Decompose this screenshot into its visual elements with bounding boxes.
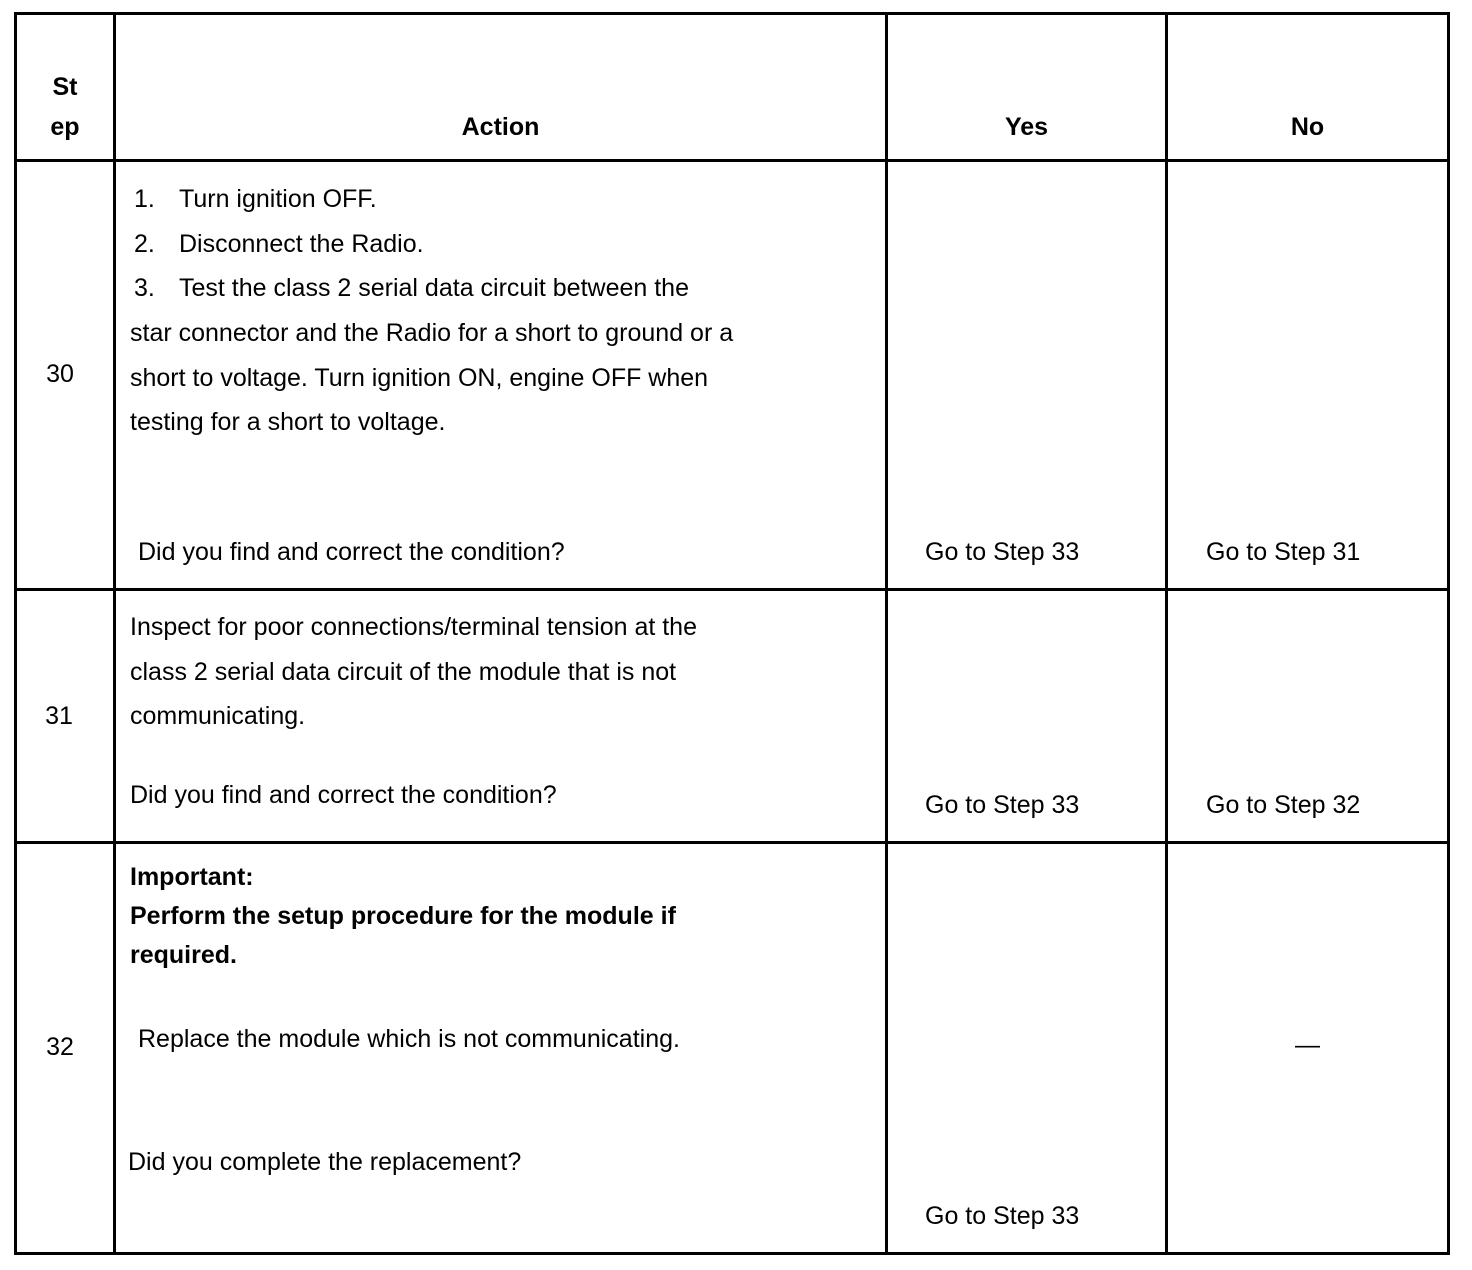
header-step: [17, 67, 113, 147]
header-no: No: [1290, 113, 1325, 141]
table-border-right: [1447, 12, 1450, 1255]
list-item-number: 2.: [134, 230, 155, 258]
header-yes: Yes: [1004, 113, 1049, 141]
action-text-line: communicating.: [130, 702, 306, 730]
action-text-line: testing for a short to voltage.: [130, 408, 446, 436]
no-result: —: [1295, 1031, 1320, 1059]
action-text-line: star connector and the Radio for a short to ground or a: [130, 319, 734, 347]
action-text-line: class 2 serial data circuit of the module that is not: [130, 658, 677, 686]
yes-result: Go to Step 33: [925, 791, 1080, 819]
list-item-text: Test the class 2 serial data circuit between the: [179, 274, 689, 302]
yes-result: Go to Step 33: [925, 538, 1080, 566]
yes-result: Go to Step 33: [925, 1202, 1080, 1230]
row-divider-31-32: [14, 841, 1450, 844]
header-action: Action: [461, 113, 540, 141]
list-item-number: 1.: [134, 185, 155, 213]
column-divider-yes-no: [1165, 12, 1168, 1255]
column-divider-action-yes: [885, 12, 888, 1255]
action-text-line: Inspect for poor connections/terminal tension at the: [130, 613, 697, 641]
diagnostic-table: [14, 12, 1450, 1255]
header-step-line1: St: [52, 73, 78, 101]
action-question: Did you find and correct the condition?: [138, 538, 565, 566]
list-item-text: Turn ignition OFF.: [179, 185, 377, 213]
important-note-line: Perform the setup procedure for the module if: [130, 902, 676, 930]
action-question: Did you complete the replacement?: [128, 1148, 522, 1176]
action-instruction: Replace the module which is not communicating.: [138, 1025, 680, 1053]
important-label: Important:: [130, 863, 254, 891]
list-item: [134, 229, 424, 259]
header-step-line2: ep: [50, 113, 80, 141]
step-number: 31: [45, 702, 73, 730]
table-border-left: [14, 12, 17, 1255]
header-divider: [14, 159, 1450, 162]
no-result: Go to Step 31: [1206, 538, 1361, 566]
row-divider-30-31: [14, 588, 1450, 591]
action-question: Did you find and correct the condition?: [130, 781, 557, 809]
column-divider-step-action: [113, 12, 116, 1255]
important-note-line: required.: [130, 941, 237, 969]
action-text-line: short to voltage. Turn ignition ON, engine OFF when: [130, 364, 709, 392]
list-item: [134, 273, 689, 303]
table-border-bottom: [14, 1252, 1450, 1255]
table-border-top: [14, 12, 1450, 15]
step-number: 30: [46, 360, 74, 388]
list-item-number: 3.: [134, 274, 155, 302]
step-number: 32: [46, 1033, 74, 1061]
list-item: [134, 184, 377, 214]
list-item-text: Disconnect the Radio.: [179, 230, 424, 258]
no-result: Go to Step 32: [1206, 791, 1361, 819]
